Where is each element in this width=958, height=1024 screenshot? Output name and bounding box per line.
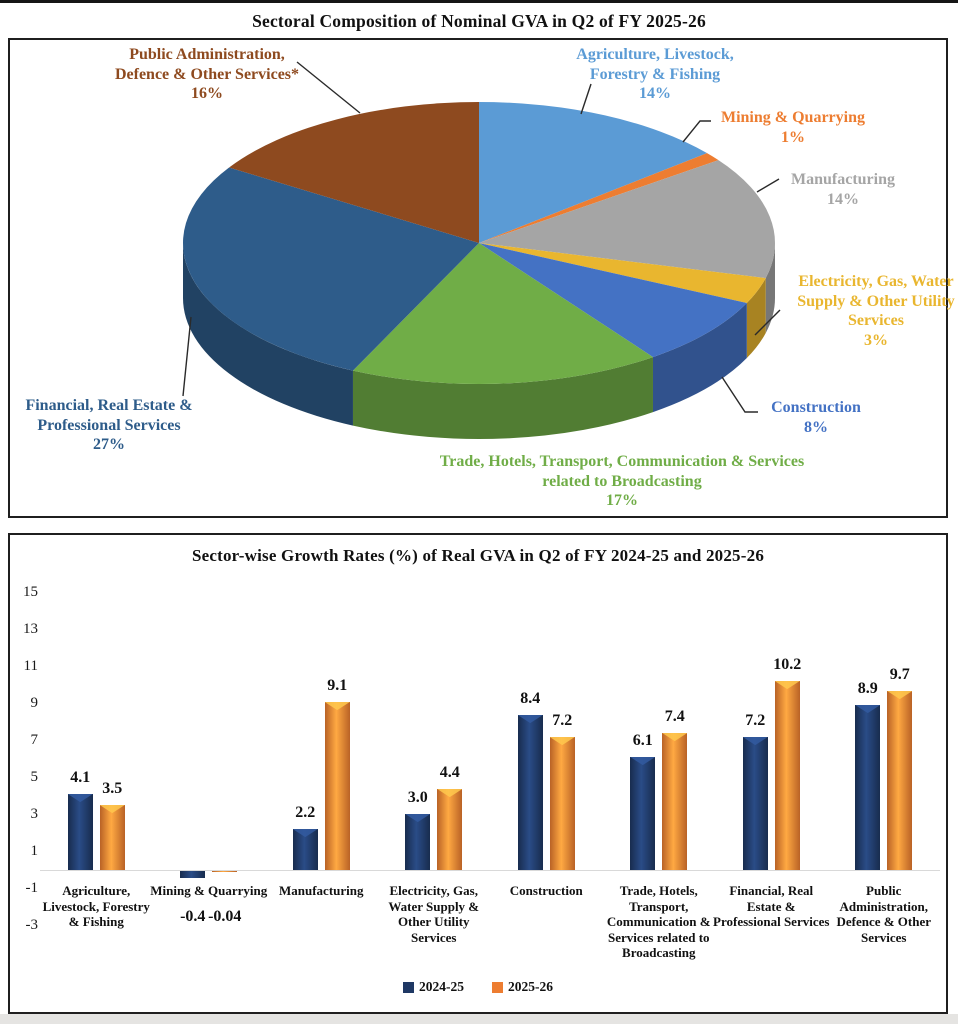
- legend-label: 2025-26: [508, 979, 553, 994]
- y-axis-tick: 5: [30, 768, 38, 785]
- y-axis-tick: 9: [30, 694, 38, 711]
- bar-2025-26-5: [662, 733, 687, 870]
- bar-top-bevel: [100, 805, 125, 814]
- pie-slice-percent: 16%: [191, 85, 223, 103]
- bar-2024-25-2: [293, 829, 318, 870]
- bar-2025-26-6: [775, 681, 800, 870]
- bar-top-bevel: [775, 681, 800, 690]
- legend-swatch: [492, 982, 503, 993]
- x-axis-category-label: Construction: [509, 883, 583, 898]
- y-axis-tick: -3: [25, 916, 38, 933]
- y-axis-tick: 15: [23, 583, 38, 600]
- bar-chart-panel: [8, 533, 948, 1014]
- x-axis-category-label: Agriculture, Livestock, Forestry & Fishing: [42, 883, 150, 930]
- legend-label: 2024-25: [419, 979, 464, 994]
- zero-baseline: [40, 870, 940, 871]
- pie-leader-line-6: [183, 317, 191, 396]
- bar-top-bevel: [437, 789, 462, 798]
- bar-value-label: 9.7: [889, 666, 910, 683]
- y-axis-tick: 13: [23, 620, 38, 637]
- bar-2024-25-7: [855, 705, 880, 870]
- chart-legend: [10, 979, 946, 995]
- pie-slice-label: [9, 396, 209, 455]
- legend-swatch: [403, 982, 414, 993]
- x-axis-category-label: Financial, Real Estate & Professional Services: [713, 883, 830, 930]
- bar-value-label: 8.4: [520, 690, 541, 707]
- bar-top-bevel: [855, 705, 880, 714]
- bar-value-label: 4.4: [439, 764, 460, 781]
- bar-value-label: 4.1: [70, 769, 91, 786]
- bar-value-label: 3.5: [102, 780, 123, 797]
- bar-top-bevel: [743, 737, 768, 746]
- bar-value-label: 9.1: [327, 677, 348, 694]
- bar-value-label: 7.2: [745, 712, 766, 729]
- bar-top-bevel: [325, 702, 350, 711]
- bar-value-label: 7.2: [552, 712, 573, 729]
- bar-value-label: 7.4: [664, 708, 685, 725]
- pie-slice-label: [548, 45, 763, 104]
- bar-plot-area: [10, 535, 946, 1012]
- y-axis-tick: 7: [30, 731, 38, 748]
- bar-top-bevel: [293, 829, 318, 838]
- bar-2025-26-4: [550, 737, 575, 870]
- bar-chart-title: Sector-wise Growth Rates (%) of Real GVA in Q2 of FY 2024-25 and 2025-26: [191, 546, 765, 565]
- bar-value-label: -0.04: [208, 908, 242, 925]
- pie-slice-label-text: Mining & Quarrying: [720, 109, 865, 126]
- pie-slice-label: [758, 170, 928, 209]
- pie-slice-label-text: Manufacturing: [791, 171, 895, 188]
- pie-slice-label: [432, 452, 812, 511]
- x-axis-category-label: Public Administration, Defence & Other Services: [836, 883, 932, 945]
- bar-2024-25-1: [180, 871, 205, 878]
- pie-slice-label-text: Construction: [771, 399, 861, 416]
- y-axis-tick: 11: [23, 657, 38, 674]
- x-axis-category-label: Trade, Hotels, Transport, Communication & Services related to Broadcasting: [606, 883, 711, 961]
- bar-2024-25-6: [743, 737, 768, 870]
- pie-slice-label: [786, 272, 958, 350]
- bar-2025-26-1: [212, 871, 237, 872]
- pie-slice-percent: 8%: [804, 418, 828, 436]
- pie-slice-label-text: Financial, Real Estate & Professional Services: [25, 397, 193, 434]
- bar-value-label: 3.0: [407, 789, 428, 806]
- bar-2024-25-5: [630, 757, 655, 870]
- pie-slice-percent: 14%: [827, 190, 859, 208]
- bottom-strip: [0, 1014, 958, 1024]
- x-axis-category-label: Electricity, Gas, Water Supply & Other Utility Services: [388, 883, 480, 945]
- y-axis-tick: -1: [25, 879, 38, 896]
- pie-slice-label: [107, 45, 307, 104]
- bar-2025-26-3: [437, 789, 462, 870]
- x-axis-category-label: Manufacturing: [279, 883, 364, 898]
- bar-value-label: 6.1: [632, 732, 653, 749]
- pie-slice-percent: 27%: [93, 436, 125, 454]
- bar-top-bevel: [550, 737, 575, 746]
- pie-chart-panel: [8, 38, 955, 518]
- bar-2024-25-4: [518, 715, 543, 870]
- y-axis-tick: 1: [30, 842, 38, 859]
- bar-top-bevel: [662, 733, 687, 742]
- bar-2025-26-7: [887, 691, 912, 870]
- pie-slice-label-text: Agriculture, Livestock, Forestry & Fishing: [576, 46, 734, 83]
- bar-2024-25-0: [68, 794, 93, 870]
- bar-top-bevel: [630, 757, 655, 766]
- pie-slice-label: [746, 398, 886, 437]
- bar-top-bevel: [405, 814, 430, 823]
- bar-value-label: -0.4: [180, 908, 206, 925]
- top-divider: [0, 0, 958, 3]
- pie-slice-percent: 17%: [606, 492, 638, 510]
- bar-2024-25-3: [405, 814, 430, 870]
- pie-slice-percent: 3%: [864, 331, 888, 349]
- pie-slice-percent: 1%: [781, 128, 805, 146]
- x-axis-category-label: Mining & Quarrying: [150, 883, 268, 898]
- bar-2025-26-0: [100, 805, 125, 870]
- legend-item-2024-25: [403, 979, 464, 995]
- pie-slice-label-text: Public Administration, Defence & Other Services*: [114, 46, 300, 83]
- bar-2025-26-2: [325, 702, 350, 870]
- bar-value-label: 10.2: [773, 656, 802, 673]
- pie-slice-label-text: Electricity, Gas, Water Supply & Other Utility Services: [797, 273, 955, 330]
- bar-value-label: 2.2: [295, 804, 316, 821]
- pie-chart-title: Sectoral Composition of Nominal GVA in Q2 of FY 2025-26: [252, 11, 706, 31]
- pie-slice-percent: 14%: [639, 85, 671, 103]
- legend-item-2025-26: [492, 979, 553, 995]
- bar-top-bevel: [887, 691, 912, 700]
- pie-slice-label-text: Trade, Hotels, Transport, Communication & Services related to Broadcasting: [439, 453, 805, 490]
- pie-slice-label: [678, 108, 908, 147]
- bar-value-label: 8.9: [857, 680, 878, 697]
- y-axis-tick: 3: [30, 805, 38, 822]
